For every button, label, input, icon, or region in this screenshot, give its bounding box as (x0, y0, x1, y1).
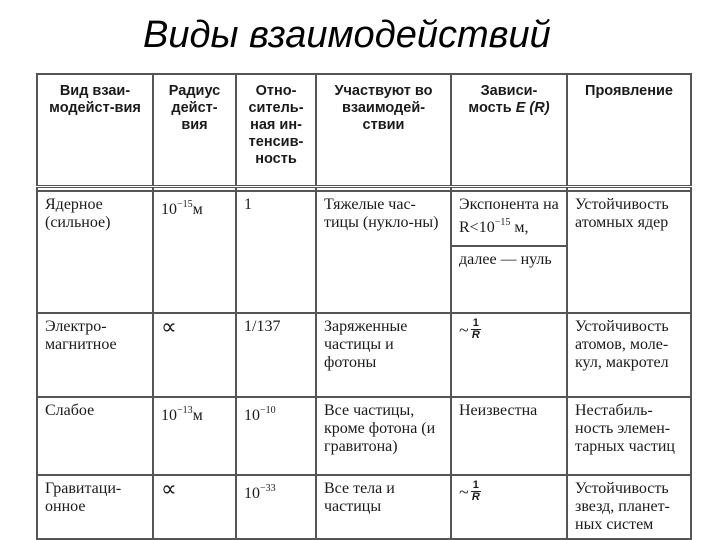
cell-participants: Все частицы, кроме фотона (и гравитона) (316, 397, 451, 475)
inverse-r-formula: ~ $\frac{1}{R}$ (459, 479, 480, 503)
cell-participants: Тяжелые час-тицы (нукло-ны) (316, 191, 451, 313)
cell-manifestation: Устойчивость атомных ядер (567, 191, 691, 313)
table-row-electromagnetic (37, 313, 691, 397)
header-intensity: Отно-ситель-ная ин-тенсив-ность (236, 74, 316, 187)
cell-intensity: 1/137 (236, 313, 316, 397)
table-row-gravitational (37, 475, 691, 539)
cell-radius: $10^{-15}м$ (153, 191, 236, 313)
cell-dependence (451, 475, 567, 539)
cell-type: Ядерное (сильное) (37, 191, 153, 313)
inverse-r-formula: ~ $\frac{1}{R}$ (459, 317, 480, 341)
cell-dependence: Неизвестна (451, 397, 567, 475)
cell-intensity: 1 (236, 191, 316, 313)
header-manifestation: Проявление (567, 74, 691, 187)
cell-manifestation: Нестабиль-ность элемен-тарных частиц (567, 397, 691, 475)
cell-participants: Все тела и частицы (316, 475, 451, 539)
cell-radius: ∝ (153, 475, 236, 539)
table-row-weak (37, 397, 691, 475)
cell-type: Гравитаци-онное (37, 475, 153, 539)
interactions-table (36, 73, 692, 540)
cell-radius: ∝ (153, 313, 236, 397)
cell-type: Электро-магнитное (37, 313, 153, 397)
cell-intensity: $10^{-33}$ (236, 475, 316, 539)
header-row (37, 74, 691, 187)
cell-intensity: $10^{-10}$ (236, 397, 316, 475)
header-radius: Радиус дейст-вия (153, 74, 236, 187)
slide-title: Виды взаимодействий (143, 14, 551, 56)
cell-manifestation: Устойчивость атомов, моле-кул, макротел (567, 313, 691, 397)
cell-type: Слабое (37, 397, 153, 475)
cell-participants: Заряженные частицы и фотоны (316, 313, 451, 397)
cell-dependence: Экспонента на $R<10^{-15}$ м, далее — нуль (451, 191, 567, 313)
table-row-strong (37, 191, 691, 313)
cell-dependence (451, 313, 567, 397)
header-dependence: Зависи-мость E (R) (451, 74, 567, 187)
header-type: Вид взаи-модейст-вия (37, 74, 153, 187)
cell-radius: $10^{-13}м$ (153, 397, 236, 475)
cell-manifestation: Устойчивость звезд, планет-ных систем (567, 475, 691, 539)
header-participants: Участвуют во взаимодей-ствии (316, 74, 451, 187)
